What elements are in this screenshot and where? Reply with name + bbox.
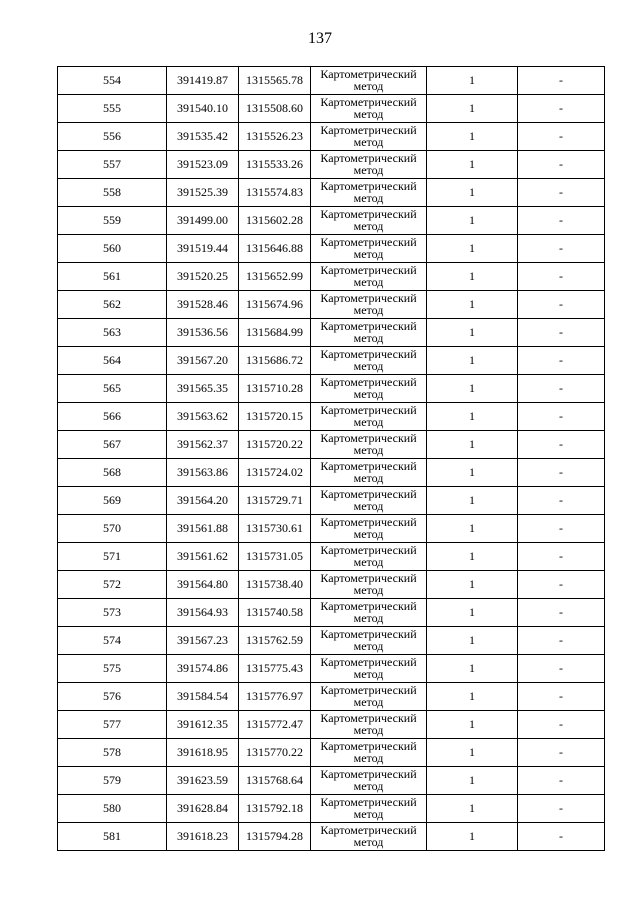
table-row <box>58 403 605 431</box>
point-number-cell: 576 <box>58 683 167 711</box>
y-coordinate-cell: 1315794.28 <box>239 823 311 851</box>
note-cell: - <box>518 95 605 123</box>
point-number-cell: 556 <box>58 123 167 151</box>
count-cell: 1 <box>427 739 518 767</box>
count-cell: 1 <box>427 291 518 319</box>
method-cell: Картометрический метод <box>311 123 427 151</box>
x-coordinate-cell: 391520.25 <box>167 263 239 291</box>
note-cell: - <box>518 767 605 795</box>
method-cell: Картометрический метод <box>311 627 427 655</box>
table-row <box>58 263 605 291</box>
method-cell: Картометрический метод <box>311 571 427 599</box>
method-cell: Картометрический метод <box>311 67 427 95</box>
y-coordinate-cell: 1315646.88 <box>239 235 311 263</box>
point-number-cell: 572 <box>58 571 167 599</box>
count-cell: 1 <box>427 599 518 627</box>
point-number-cell: 581 <box>58 823 167 851</box>
count-cell: 1 <box>427 319 518 347</box>
y-coordinate-cell: 1315526.23 <box>239 123 311 151</box>
y-coordinate-cell: 1315724.02 <box>239 459 311 487</box>
x-coordinate-cell: 391562.37 <box>167 431 239 459</box>
table-row <box>58 347 605 375</box>
table-row <box>58 375 605 403</box>
table-row <box>58 95 605 123</box>
point-number-cell: 565 <box>58 375 167 403</box>
x-coordinate-cell: 391519.44 <box>167 235 239 263</box>
table-body <box>58 67 605 851</box>
count-cell: 1 <box>427 347 518 375</box>
x-coordinate-cell: 391618.23 <box>167 823 239 851</box>
count-cell: 1 <box>427 571 518 599</box>
method-cell: Картометрический метод <box>311 459 427 487</box>
count-cell: 1 <box>427 207 518 235</box>
y-coordinate-cell: 1315770.22 <box>239 739 311 767</box>
count-cell: 1 <box>427 459 518 487</box>
y-coordinate-cell: 1315686.72 <box>239 347 311 375</box>
coordinates-table <box>57 66 605 851</box>
table-row <box>58 571 605 599</box>
method-cell: Картометрический метод <box>311 543 427 571</box>
y-coordinate-cell: 1315565.78 <box>239 67 311 95</box>
point-number-cell: 574 <box>58 627 167 655</box>
x-coordinate-cell: 391499.00 <box>167 207 239 235</box>
note-cell: - <box>518 319 605 347</box>
table-row <box>58 459 605 487</box>
y-coordinate-cell: 1315652.99 <box>239 263 311 291</box>
table-row <box>58 823 605 851</box>
count-cell: 1 <box>427 767 518 795</box>
table-row <box>58 235 605 263</box>
x-coordinate-cell: 391525.39 <box>167 179 239 207</box>
y-coordinate-cell: 1315674.96 <box>239 291 311 319</box>
table-row <box>58 683 605 711</box>
method-cell: Картометрический метод <box>311 151 427 179</box>
point-number-cell: 564 <box>58 347 167 375</box>
point-number-cell: 567 <box>58 431 167 459</box>
note-cell: - <box>518 515 605 543</box>
count-cell: 1 <box>427 823 518 851</box>
count-cell: 1 <box>427 235 518 263</box>
table-row <box>58 543 605 571</box>
y-coordinate-cell: 1315574.83 <box>239 179 311 207</box>
method-cell: Картометрический метод <box>311 347 427 375</box>
x-coordinate-cell: 391528.46 <box>167 291 239 319</box>
note-cell: - <box>518 179 605 207</box>
method-cell: Картометрический метод <box>311 683 427 711</box>
note-cell: - <box>518 655 605 683</box>
method-cell: Картометрический метод <box>311 487 427 515</box>
count-cell: 1 <box>427 403 518 431</box>
count-cell: 1 <box>427 543 518 571</box>
x-coordinate-cell: 391563.62 <box>167 403 239 431</box>
x-coordinate-cell: 391565.35 <box>167 375 239 403</box>
count-cell: 1 <box>427 179 518 207</box>
method-cell: Картометрический метод <box>311 515 427 543</box>
table-row <box>58 767 605 795</box>
x-coordinate-cell: 391536.56 <box>167 319 239 347</box>
point-number-cell: 566 <box>58 403 167 431</box>
method-cell: Картометрический метод <box>311 739 427 767</box>
method-cell: Картометрический метод <box>311 207 427 235</box>
point-number-cell: 568 <box>58 459 167 487</box>
note-cell: - <box>518 459 605 487</box>
table-row <box>58 599 605 627</box>
x-coordinate-cell: 391564.80 <box>167 571 239 599</box>
x-coordinate-cell: 391618.95 <box>167 739 239 767</box>
x-coordinate-cell: 391584.54 <box>167 683 239 711</box>
x-coordinate-cell: 391564.20 <box>167 487 239 515</box>
table-row <box>58 179 605 207</box>
x-coordinate-cell: 391567.20 <box>167 347 239 375</box>
count-cell: 1 <box>427 67 518 95</box>
y-coordinate-cell: 1315710.28 <box>239 375 311 403</box>
method-cell: Картометрический метод <box>311 263 427 291</box>
note-cell: - <box>518 543 605 571</box>
x-coordinate-cell: 391535.42 <box>167 123 239 151</box>
point-number-cell: 580 <box>58 795 167 823</box>
count-cell: 1 <box>427 487 518 515</box>
count-cell: 1 <box>427 375 518 403</box>
note-cell: - <box>518 431 605 459</box>
note-cell: - <box>518 291 605 319</box>
method-cell: Картометрический метод <box>311 431 427 459</box>
y-coordinate-cell: 1315533.26 <box>239 151 311 179</box>
note-cell: - <box>518 403 605 431</box>
count-cell: 1 <box>427 123 518 151</box>
x-coordinate-cell: 391561.62 <box>167 543 239 571</box>
method-cell: Картометрический метод <box>311 319 427 347</box>
count-cell: 1 <box>427 683 518 711</box>
table-row <box>58 515 605 543</box>
y-coordinate-cell: 1315729.71 <box>239 487 311 515</box>
table-row <box>58 151 605 179</box>
y-coordinate-cell: 1315731.05 <box>239 543 311 571</box>
note-cell: - <box>518 207 605 235</box>
method-cell: Картометрический метод <box>311 823 427 851</box>
y-coordinate-cell: 1315772.47 <box>239 711 311 739</box>
method-cell: Картометрический метод <box>311 95 427 123</box>
y-coordinate-cell: 1315508.60 <box>239 95 311 123</box>
note-cell: - <box>518 599 605 627</box>
count-cell: 1 <box>427 95 518 123</box>
note-cell: - <box>518 375 605 403</box>
method-cell: Картометрический метод <box>311 403 427 431</box>
y-coordinate-cell: 1315776.97 <box>239 683 311 711</box>
point-number-cell: 570 <box>58 515 167 543</box>
count-cell: 1 <box>427 795 518 823</box>
y-coordinate-cell: 1315684.99 <box>239 319 311 347</box>
count-cell: 1 <box>427 655 518 683</box>
point-number-cell: 571 <box>58 543 167 571</box>
point-number-cell: 559 <box>58 207 167 235</box>
point-number-cell: 557 <box>58 151 167 179</box>
method-cell: Картометрический метод <box>311 767 427 795</box>
note-cell: - <box>518 123 605 151</box>
count-cell: 1 <box>427 515 518 543</box>
table-row <box>58 207 605 235</box>
note-cell: - <box>518 487 605 515</box>
method-cell: Картометрический метод <box>311 599 427 627</box>
note-cell: - <box>518 347 605 375</box>
point-number-cell: 578 <box>58 739 167 767</box>
x-coordinate-cell: 391623.59 <box>167 767 239 795</box>
table-row <box>58 123 605 151</box>
table-row <box>58 67 605 95</box>
note-cell: - <box>518 739 605 767</box>
y-coordinate-cell: 1315762.59 <box>239 627 311 655</box>
y-coordinate-cell: 1315740.58 <box>239 599 311 627</box>
x-coordinate-cell: 391612.35 <box>167 711 239 739</box>
y-coordinate-cell: 1315775.43 <box>239 655 311 683</box>
x-coordinate-cell: 391574.86 <box>167 655 239 683</box>
y-coordinate-cell: 1315792.18 <box>239 795 311 823</box>
count-cell: 1 <box>427 151 518 179</box>
count-cell: 1 <box>427 263 518 291</box>
table-row <box>58 711 605 739</box>
note-cell: - <box>518 627 605 655</box>
y-coordinate-cell: 1315768.64 <box>239 767 311 795</box>
point-number-cell: 569 <box>58 487 167 515</box>
point-number-cell: 562 <box>58 291 167 319</box>
point-number-cell: 555 <box>58 95 167 123</box>
note-cell: - <box>518 823 605 851</box>
table-row <box>58 739 605 767</box>
method-cell: Картометрический метод <box>311 179 427 207</box>
count-cell: 1 <box>427 627 518 655</box>
point-number-cell: 563 <box>58 319 167 347</box>
y-coordinate-cell: 1315738.40 <box>239 571 311 599</box>
point-number-cell: 554 <box>58 67 167 95</box>
y-coordinate-cell: 1315602.28 <box>239 207 311 235</box>
method-cell: Картометрический метод <box>311 711 427 739</box>
point-number-cell: 561 <box>58 263 167 291</box>
note-cell: - <box>518 711 605 739</box>
note-cell: - <box>518 263 605 291</box>
note-cell: - <box>518 151 605 179</box>
table-row <box>58 319 605 347</box>
note-cell: - <box>518 683 605 711</box>
y-coordinate-cell: 1315720.15 <box>239 403 311 431</box>
method-cell: Картометрический метод <box>311 291 427 319</box>
point-number-cell: 573 <box>58 599 167 627</box>
x-coordinate-cell: 391540.10 <box>167 95 239 123</box>
x-coordinate-cell: 391564.93 <box>167 599 239 627</box>
page-number: 137 <box>308 30 332 47</box>
method-cell: Картометрический метод <box>311 655 427 683</box>
table-row <box>58 487 605 515</box>
note-cell: - <box>518 795 605 823</box>
table-row <box>58 291 605 319</box>
table-row <box>58 627 605 655</box>
note-cell: - <box>518 571 605 599</box>
table-row <box>58 431 605 459</box>
point-number-cell: 577 <box>58 711 167 739</box>
point-number-cell: 575 <box>58 655 167 683</box>
x-coordinate-cell: 391419.87 <box>167 67 239 95</box>
method-cell: Картометрический метод <box>311 795 427 823</box>
x-coordinate-cell: 391561.88 <box>167 515 239 543</box>
y-coordinate-cell: 1315730.61 <box>239 515 311 543</box>
method-cell: Картометрический метод <box>311 235 427 263</box>
point-number-cell: 558 <box>58 179 167 207</box>
method-cell: Картометрический метод <box>311 375 427 403</box>
x-coordinate-cell: 391523.09 <box>167 151 239 179</box>
x-coordinate-cell: 391628.84 <box>167 795 239 823</box>
point-number-cell: 579 <box>58 767 167 795</box>
point-number-cell: 560 <box>58 235 167 263</box>
count-cell: 1 <box>427 711 518 739</box>
table-row <box>58 795 605 823</box>
table-row <box>58 655 605 683</box>
y-coordinate-cell: 1315720.22 <box>239 431 311 459</box>
x-coordinate-cell: 391567.23 <box>167 627 239 655</box>
note-cell: - <box>518 67 605 95</box>
count-cell: 1 <box>427 431 518 459</box>
x-coordinate-cell: 391563.86 <box>167 459 239 487</box>
note-cell: - <box>518 235 605 263</box>
